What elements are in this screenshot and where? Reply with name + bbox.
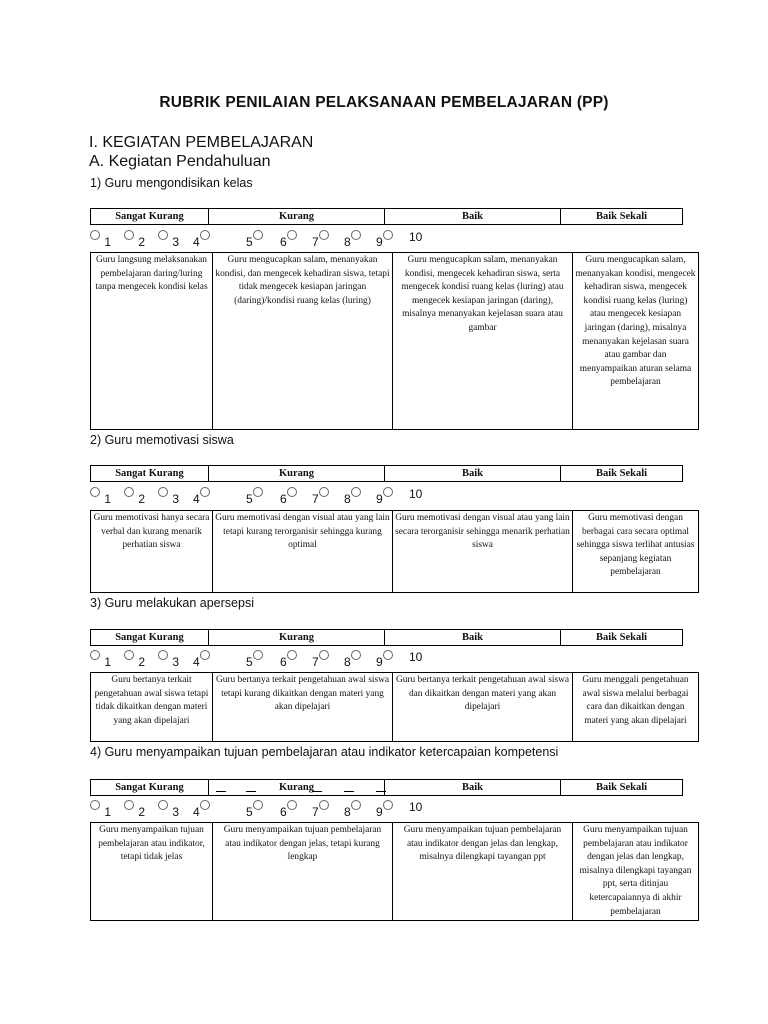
description-table bbox=[90, 510, 699, 593]
header-baik: Baik bbox=[385, 466, 561, 482]
score-option-8[interactable]: 8 bbox=[344, 650, 362, 669]
header-baik: Baik bbox=[385, 630, 561, 646]
desc-baik-sekali: Guru mengucapkan salam, menanyakan kondisi, mengecek kehadiran siswa, mengecek kondisi ruang kelas (luring) atau mengecek kesiapan jaringan (daring), misalnya menanyakan kejelasan suara atau gambar dan menyampaikan aturan selama pembelajaran bbox=[573, 253, 699, 430]
desc-sangat-kurang: Guru bertanya terkait pengetahuan awal siswa tetapi tidak dikaitkan dengan materi yang akan dipelajari bbox=[91, 673, 213, 742]
radio-icon[interactable] bbox=[319, 650, 329, 660]
score-option-1[interactable]: 1 bbox=[90, 650, 111, 669]
radio-icon[interactable] bbox=[287, 487, 297, 497]
score-option-10[interactable]: 10 bbox=[409, 230, 423, 244]
radio-icon[interactable] bbox=[90, 230, 100, 240]
score-radio-row bbox=[0, 487, 768, 507]
score-option-4[interactable]: 4 bbox=[193, 230, 211, 249]
radio-icon[interactable] bbox=[124, 230, 134, 240]
header-kurang: Kurang bbox=[209, 780, 385, 796]
radio-icon[interactable] bbox=[158, 487, 168, 497]
score-radio-row bbox=[0, 230, 768, 250]
radio-icon[interactable] bbox=[253, 800, 263, 810]
radio-icon[interactable] bbox=[158, 230, 168, 240]
desc-sangat-kurang: Guru memotivasi hanya secara verbal dan kurang menarik perhatian siswa bbox=[91, 511, 213, 593]
radio-icon[interactable] bbox=[319, 487, 329, 497]
header-sangat-kurang: Sangat Kurang bbox=[91, 780, 209, 796]
radio-icon[interactable] bbox=[287, 230, 297, 240]
divider bbox=[376, 791, 386, 792]
header-baik: Baik bbox=[385, 780, 561, 796]
header-baik-sekali: Baik Sekali bbox=[561, 466, 683, 482]
radio-icon[interactable] bbox=[383, 487, 393, 497]
radio-icon[interactable] bbox=[351, 800, 361, 810]
score-option-10[interactable]: 10 bbox=[409, 487, 423, 501]
score-option-3[interactable]: 3 bbox=[158, 650, 179, 669]
radio-icon[interactable] bbox=[319, 800, 329, 810]
level-header-table bbox=[90, 465, 683, 482]
score-option-7[interactable]: 7 bbox=[312, 230, 330, 249]
level-header-table bbox=[90, 208, 683, 225]
header-baik-sekali: Baik Sekali bbox=[561, 209, 683, 225]
radio-icon[interactable] bbox=[90, 800, 100, 810]
radio-icon[interactable] bbox=[383, 800, 393, 810]
score-option-3[interactable]: 3 bbox=[158, 800, 179, 819]
desc-sangat-kurang: Guru langsung melaksanakan pembelajaran daring/luring tanpa mengecek kondisi kelas bbox=[91, 253, 213, 430]
score-option-3[interactable]: 3 bbox=[158, 230, 179, 249]
radio-icon[interactable] bbox=[90, 650, 100, 660]
radio-icon[interactable] bbox=[200, 800, 210, 810]
score-radio-row bbox=[0, 800, 768, 820]
desc-kurang: Guru menyampaikan tujuan pembelajaran atau indikator dengan jelas, tetapi kurang lengkap bbox=[213, 823, 393, 921]
score-option-1[interactable]: 1 bbox=[90, 800, 111, 819]
rubric-item-4 bbox=[0, 745, 768, 985]
radio-icon[interactable] bbox=[253, 230, 263, 240]
header-kurang: Kurang bbox=[209, 630, 385, 646]
desc-baik: Guru menyampaikan tujuan pembelajaran atau indikator dengan jelas dan lengkap, misalnya dilengkapi tayangan ppt bbox=[393, 823, 573, 921]
item-title: 3) Guru melakukan apersepsi bbox=[90, 596, 254, 610]
score-option-8[interactable]: 8 bbox=[344, 230, 362, 249]
header-baik-sekali: Baik Sekali bbox=[561, 630, 683, 646]
radio-icon[interactable] bbox=[200, 650, 210, 660]
score-option-6[interactable]: 6 bbox=[280, 800, 298, 819]
desc-baik: Guru mengucapkan salam, menanyakan kondisi, mengecek kehadiran siswa, serta mengecek kondisi ruang kelas (luring) atau mengecek kesiapan jaringan (daring), misalnya menanyakan kejelasan suara atau gambar bbox=[393, 253, 573, 430]
divider bbox=[246, 791, 256, 792]
header-baik-sekali: Baik Sekali bbox=[561, 780, 683, 796]
level-header-table bbox=[90, 629, 683, 646]
radio-icon[interactable] bbox=[158, 650, 168, 660]
radio-icon[interactable] bbox=[200, 487, 210, 497]
radio-icon[interactable] bbox=[90, 487, 100, 497]
divider bbox=[312, 791, 322, 792]
score-option-2[interactable]: 2 bbox=[124, 487, 145, 506]
radio-icon[interactable] bbox=[124, 800, 134, 810]
score-option-10[interactable]: 10 bbox=[409, 800, 423, 814]
score-option-7[interactable]: 7 bbox=[312, 800, 330, 819]
score-option-2[interactable]: 2 bbox=[124, 230, 145, 249]
radio-icon[interactable] bbox=[383, 230, 393, 240]
score-option-5[interactable]: 5 bbox=[246, 487, 264, 506]
level-header-table bbox=[90, 779, 683, 796]
radio-icon[interactable] bbox=[200, 230, 210, 240]
radio-icon[interactable] bbox=[383, 650, 393, 660]
score-option-5[interactable]: 5 bbox=[246, 800, 264, 819]
subsection-heading: A. Kegiatan Pendahuluan bbox=[89, 153, 271, 170]
radio-icon[interactable] bbox=[253, 487, 263, 497]
header-kurang: Kurang bbox=[209, 209, 385, 225]
score-option-4[interactable]: 4 bbox=[193, 800, 211, 819]
radio-icon[interactable] bbox=[124, 487, 134, 497]
radio-icon[interactable] bbox=[351, 650, 361, 660]
section-heading: I. KEGIATAN PEMBELAJARAN bbox=[89, 134, 314, 151]
score-option-7[interactable]: 7 bbox=[312, 487, 330, 506]
score-option-5[interactable]: 5 bbox=[246, 650, 264, 669]
divider bbox=[216, 791, 226, 792]
desc-baik: Guru bertanya terkait pengetahuan awal siswa dan dikaitkan dengan materi yang akan dipelajari bbox=[393, 673, 573, 742]
score-option-1[interactable]: 1 bbox=[90, 487, 111, 506]
header-sangat-kurang: Sangat Kurang bbox=[91, 466, 209, 482]
desc-baik-sekali: Guru menggali pengetahuan awal siswa melalui berbagai cara dan dikaitkan dengan materi yang akan dipelajari bbox=[573, 673, 699, 742]
radio-icon[interactable] bbox=[253, 650, 263, 660]
score-option-6[interactable]: 6 bbox=[280, 650, 298, 669]
score-option-6[interactable]: 6 bbox=[280, 230, 298, 249]
score-option-10[interactable]: 10 bbox=[409, 650, 423, 664]
description-table bbox=[90, 822, 699, 921]
desc-kurang: Guru memotivasi dengan visual atau yang lain tetapi kurang terorganisir sehingga kurang optimal bbox=[213, 511, 393, 593]
score-option-5[interactable]: 5 bbox=[246, 230, 264, 249]
desc-baik-sekali: Guru memotivasi dengan berbagai cara secara optimal sehingga siswa terlihat antusias sepanjang kegiatan pembelajaran bbox=[573, 511, 699, 593]
score-option-4[interactable]: 4 bbox=[193, 650, 211, 669]
item-title: 4) Guru menyampaikan tujuan pembelajaran atau indikator ketercapaian kompetensi bbox=[90, 745, 559, 759]
score-radio-row bbox=[0, 650, 768, 670]
score-option-4[interactable]: 4 bbox=[193, 487, 211, 506]
header-sangat-kurang: Sangat Kurang bbox=[91, 209, 209, 225]
radio-icon[interactable] bbox=[351, 230, 361, 240]
radio-icon[interactable] bbox=[319, 230, 329, 240]
radio-icon[interactable] bbox=[158, 800, 168, 810]
desc-kurang: Guru bertanya terkait pengetahuan awal siswa tetapi kurang dikaitkan dengan materi yang akan dipelajari bbox=[213, 673, 393, 742]
radio-icon[interactable] bbox=[287, 800, 297, 810]
description-table bbox=[90, 672, 699, 742]
score-option-9[interactable]: 9 bbox=[376, 487, 394, 506]
score-option-1[interactable]: 1 bbox=[90, 230, 111, 249]
header-kurang: Kurang bbox=[209, 466, 385, 482]
score-option-7[interactable]: 7 bbox=[312, 650, 330, 669]
header-sangat-kurang: Sangat Kurang bbox=[91, 630, 209, 646]
score-option-9[interactable]: 9 bbox=[376, 650, 394, 669]
radio-icon[interactable] bbox=[351, 487, 361, 497]
score-option-8[interactable]: 8 bbox=[344, 800, 362, 819]
score-option-2[interactable]: 2 bbox=[124, 650, 145, 669]
desc-kurang: Guru mengucapkan salam, menanyakan kondisi, dan mengecek kehadiran siswa, tetapi tidak mengecek kesiapan jaringan (daring)/kondisi ruang kelas (luring) bbox=[213, 253, 393, 430]
radio-icon[interactable] bbox=[124, 650, 134, 660]
desc-baik: Guru memotivasi dengan visual atau yang lain secara terorganisir sehingga menarik perhatian siswa bbox=[393, 511, 573, 593]
score-option-9[interactable]: 9 bbox=[376, 230, 394, 249]
score-option-8[interactable]: 8 bbox=[344, 487, 362, 506]
score-option-3[interactable]: 3 bbox=[158, 487, 179, 506]
document-title: RUBRIK PENILAIAN PELAKSANAAN PEMBELAJARAN (PP) bbox=[159, 94, 609, 111]
divider bbox=[344, 791, 354, 792]
score-option-6[interactable]: 6 bbox=[280, 487, 298, 506]
item-title: 2) Guru memotivasi siswa bbox=[90, 433, 234, 447]
desc-sangat-kurang: Guru menyampaikan tujuan pembelajaran atau indikator, tetapi tidak jelas bbox=[91, 823, 213, 921]
description-table bbox=[90, 252, 699, 430]
radio-icon[interactable] bbox=[287, 650, 297, 660]
score-option-2[interactable]: 2 bbox=[124, 800, 145, 819]
header-baik: Baik bbox=[385, 209, 561, 225]
score-option-9[interactable]: 9 bbox=[376, 800, 394, 819]
item-title: 1) Guru mengondisikan kelas bbox=[90, 176, 253, 190]
rubric-item-1 bbox=[0, 176, 768, 416]
desc-baik-sekali: Guru menyampaikan tujuan pembelajaran atau indikator dengan jelas dan lengkap, misalnya dilengkapi tayangan ppt, serta ditinjau ketercapaiannya di akhir pembelajaran bbox=[573, 823, 699, 921]
